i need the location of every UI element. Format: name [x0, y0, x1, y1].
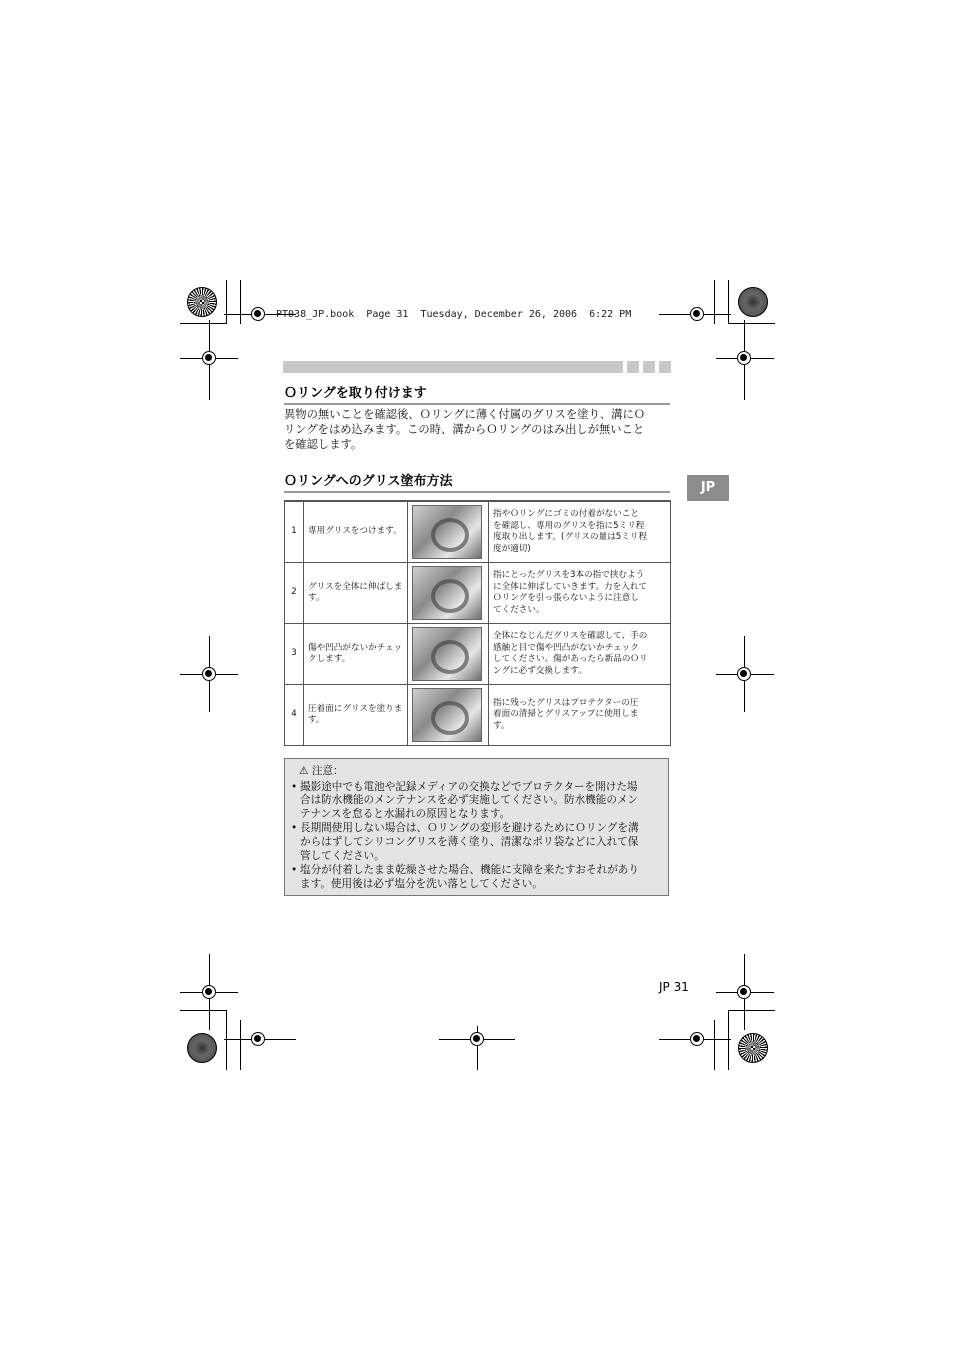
desc-line: 感触と目で傷や凹凸がないかチェック	[493, 642, 639, 653]
steps-table	[284, 500, 671, 746]
step-photo	[412, 566, 482, 620]
desc-line: す。	[493, 720, 510, 731]
step-label: 専用グリスをつけます。	[304, 501, 408, 563]
registration-mark-icon	[737, 985, 751, 999]
list-item: • 塩分が付着したまま乾燥させた場合、機能に支障を来たすおそれがあり ます。使用後は必ず塩分を洗い落としてください。	[291, 864, 660, 891]
header-square	[659, 361, 671, 373]
body-line: 異物の無いことを確認後、Ｏリングに薄く付属のグリスを塗り、溝にＯ	[284, 408, 646, 421]
registration-mark-icon	[470, 1032, 484, 1046]
step-photo	[412, 505, 482, 559]
registration-mark-icon	[202, 985, 216, 999]
color-target-icon	[187, 287, 217, 317]
body-line: を確認します。	[284, 438, 363, 451]
step-label: 圧着面にグリスを塗ります。	[304, 685, 408, 746]
table-row	[285, 685, 671, 746]
step-photo	[412, 688, 482, 742]
desc-line: に全体に伸ばしていきます。力を入れて	[493, 581, 648, 592]
step-number: 1	[285, 501, 304, 563]
header-square	[627, 361, 639, 373]
desc-line: 着面の清掃とグリスアップに使用しま	[493, 709, 639, 720]
registration-mark-icon	[202, 667, 216, 681]
registration-mark-icon	[202, 351, 216, 365]
registration-mark-icon	[251, 1032, 265, 1046]
color-target-icon	[187, 1033, 217, 1063]
registration-mark-icon	[690, 1032, 704, 1046]
print-info: PT038_JP.book Page 31 Tuesday, December 26, 2006 6:22 PM	[276, 309, 632, 320]
caution-list	[291, 781, 660, 892]
registration-mark-icon	[737, 667, 751, 681]
desc-line: 全体になじんだグリスを確認して、手の	[493, 631, 648, 641]
desc-line: 度取り出します。(グリスの量は5ミリ程	[493, 532, 648, 542]
registration-mark-icon	[690, 307, 704, 321]
warning-icon: ⚠	[299, 765, 309, 777]
step-label: グリスを全体に伸ばします。	[304, 563, 408, 624]
step-number: 4	[285, 685, 304, 746]
color-target-icon	[738, 287, 768, 317]
desc-line: を確認し、専用のグリスを指に5ミリ程	[493, 520, 645, 531]
list-item: • 長期間使用しない場合は、Ｏリングの変形を避けるためにＯリングを溝 からはずしてシリコングリスを薄く塗り、清潔なポリ袋などに入れて保 管してください。	[291, 822, 660, 863]
step-description	[489, 501, 671, 563]
page-number: JP 31	[659, 980, 689, 994]
caution-title: 注意：	[311, 765, 344, 777]
language-tab: JP	[687, 475, 729, 501]
section-heading: Ｏリングを取り付けます	[284, 382, 670, 405]
table-row	[285, 501, 671, 563]
step-number: 2	[285, 563, 304, 624]
desc-line: してください。傷があったら新品のＯリ	[493, 654, 648, 664]
step-description	[489, 685, 671, 746]
step-description	[489, 563, 671, 624]
registration-mark-icon	[251, 307, 265, 321]
desc-line: Ｏリングを引っ張らないように注意し	[493, 593, 639, 603]
color-target-icon	[738, 1033, 768, 1063]
step-photo	[412, 627, 482, 681]
header-square	[643, 361, 655, 373]
step-description	[489, 624, 671, 685]
section-body	[284, 407, 672, 452]
section-heading: Ｏリングへのグリス塗布方法	[284, 470, 670, 493]
desc-line: 指やＯリングにゴミの付着がないこと	[493, 509, 639, 519]
desc-line: ングに必ず交換します。	[493, 665, 587, 676]
desc-line: 指に残ったグリスはプロテクターの圧	[493, 697, 639, 708]
desc-line: てください。	[493, 604, 545, 615]
header-bar	[283, 361, 623, 373]
table-row	[285, 563, 671, 624]
caution-box	[284, 758, 669, 896]
desc-line: 指にとったグリスを3本の指で挟むよう	[493, 570, 645, 580]
registration-mark-icon	[737, 351, 751, 365]
step-number: 3	[285, 624, 304, 685]
desc-line: 度が適切)	[493, 543, 531, 554]
list-item: • 撮影途中でも電池や記録メディアの交換などでプロテクターを開けた場 合は防水機能のメンテナンスを必ず実施してください。防水機能のメン テナンスを怠ると水漏れの原因となります。	[291, 781, 660, 822]
body-line: リングをはめ込みます。この時、溝からＯリングのはみ出しが無いこと	[284, 423, 645, 436]
step-label: 傷や凹凸がないかチェックします。	[304, 624, 408, 685]
table-row	[285, 624, 671, 685]
